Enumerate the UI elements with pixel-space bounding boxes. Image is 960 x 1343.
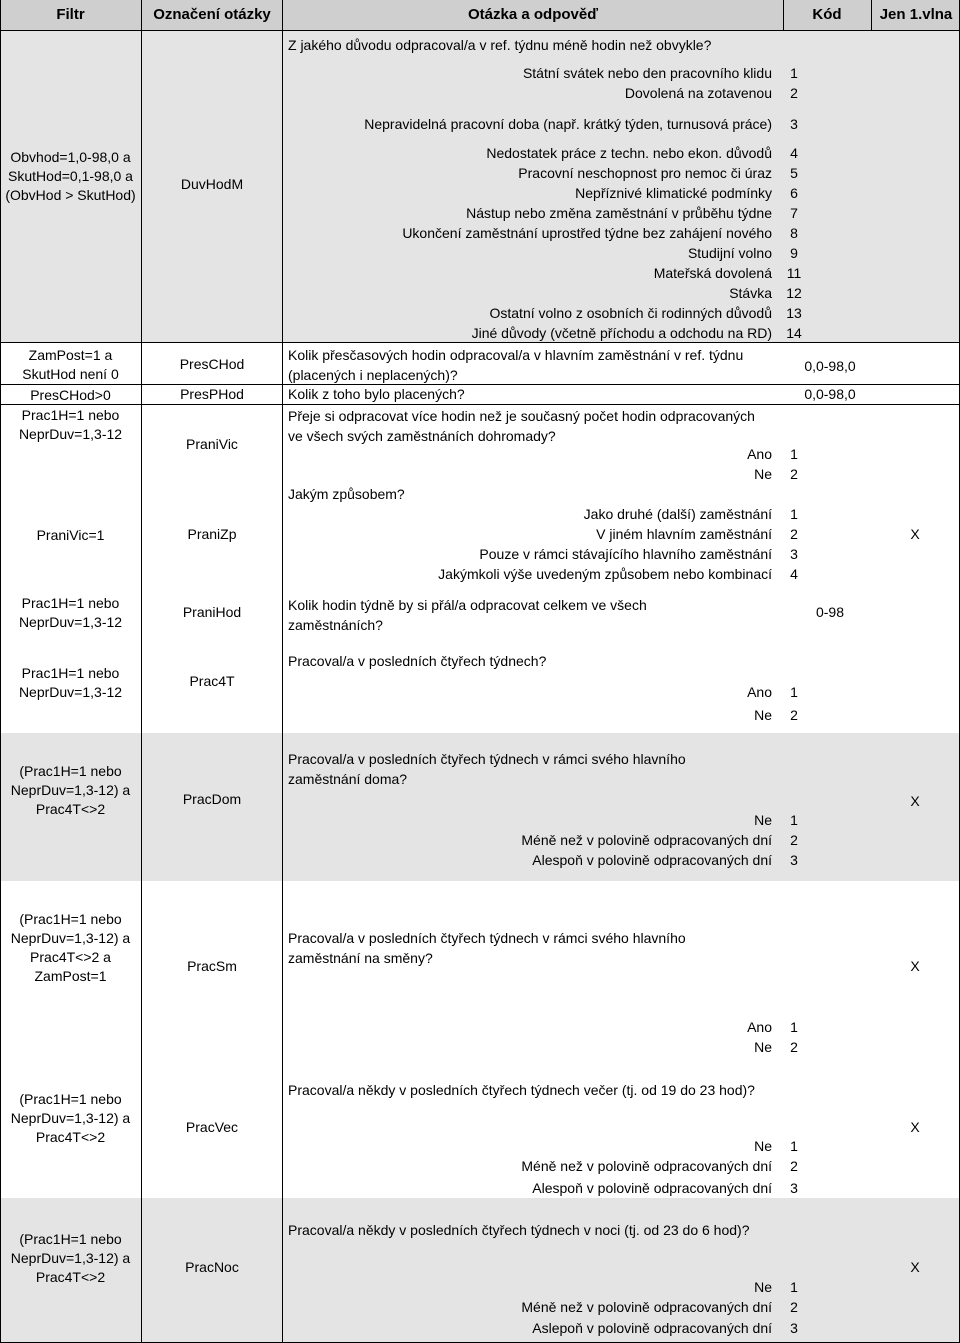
answer-option-label: Mateřská dovolená bbox=[653, 265, 772, 281]
code-pracdom: PracDom bbox=[182, 791, 242, 807]
answer-option-code: 3 bbox=[790, 852, 798, 868]
answer-option-code: 8 bbox=[790, 225, 798, 241]
answer-option-label: Jiné důvody (včetně příchodu a odchodu na RD) bbox=[471, 325, 772, 341]
answer-option-code: 1 bbox=[790, 65, 798, 81]
answer-option-label: Dovolená na zotavenou bbox=[624, 85, 772, 101]
question-pranizp: Jakým způsobem? bbox=[288, 486, 405, 502]
answer-option-label: Ne bbox=[754, 1138, 772, 1154]
jen-pranizp: X bbox=[910, 526, 920, 542]
header-otazka: Otázka a odpověď bbox=[468, 6, 598, 23]
answer-option-label: Stávka bbox=[729, 285, 772, 301]
grid-line bbox=[282, 0, 283, 1343]
answer-option-label: Studijní volno bbox=[687, 245, 772, 261]
jen-pracdom: X bbox=[910, 793, 920, 809]
answer-option-code: 2 bbox=[790, 85, 798, 101]
answer-option-label: Jako druhé (další) zaměstnání bbox=[583, 506, 772, 522]
code-pracnoc: PracNoc bbox=[185, 1259, 239, 1275]
filter-pranizp: PraniVic=1 bbox=[36, 527, 105, 543]
filter-pracdom: (Prac1H=1 nebo NeprDuv=1,3-12) a Prac4T<>2 bbox=[10, 763, 131, 817]
answer-option-label: Ano bbox=[747, 684, 772, 700]
answer-option-code: 1 bbox=[790, 1279, 798, 1295]
table-header bbox=[0, 0, 960, 31]
answer-option-label: Méně než v polovině odpracovaných dní bbox=[521, 1299, 772, 1315]
question-pracnoc: Pracoval/a někdy v posledních čtyřech týdnech v noci (tj. od 23 do 6 hod)? bbox=[288, 1222, 750, 1238]
answer-option-label: Ostatní volno z osobních či rodinných důvodů bbox=[489, 305, 772, 321]
answer-option-label: Méně než v polovině odpracovaných dní bbox=[521, 1158, 772, 1174]
answer-option-code: 1 bbox=[790, 812, 798, 828]
code-pracvec: PracVec bbox=[185, 1119, 239, 1135]
grid-line bbox=[783, 0, 784, 30]
answer-option-code: 13 bbox=[786, 305, 802, 321]
filter-pracsm: (Prac1H=1 nebo NeprDuv=1,3-12) a Prac4T<>2 a ZamPost=1 bbox=[10, 911, 131, 984]
code-pranivic: PraniVic bbox=[186, 436, 238, 452]
answer-option-label: Ano bbox=[747, 446, 772, 462]
jen-pracsm: X bbox=[910, 958, 920, 974]
kod-preschod: 0,0-98,0 bbox=[804, 358, 856, 374]
answer-option-label: Ano bbox=[747, 1019, 772, 1035]
answer-option-label: Nepravidelná pracovní doba (např. krátký týden, turnusová práce) bbox=[364, 116, 772, 132]
answer-option-label: Pracovní neschopnost pro nemoc či úraz bbox=[518, 165, 772, 181]
answer-option-code: 1 bbox=[790, 1019, 798, 1035]
answer-option-code: 3 bbox=[790, 1180, 798, 1196]
filter-presphod: PresCHod>0 bbox=[30, 387, 111, 403]
answer-option-code: 3 bbox=[790, 546, 798, 562]
answer-option-label: Ne bbox=[754, 812, 772, 828]
kod-pranihod: 0-98 bbox=[815, 604, 845, 620]
answer-option-label: Nedostatek práce z techn. nebo ekon. důvodů bbox=[486, 145, 772, 161]
answer-option-code: 1 bbox=[790, 684, 798, 700]
question-pranivic: Přeje si odpracovat více hodin než je současný počet hodin odpracovaných ve všech svých zaměstnáních dohromady? bbox=[288, 408, 755, 444]
answer-option-code: 3 bbox=[790, 1320, 798, 1336]
question-pranihod: Kolik hodin týdně by si přál/a odpracovat celkem ve všech zaměstnáních? bbox=[288, 597, 647, 633]
jen-pracvec: X bbox=[910, 1119, 920, 1135]
header-jen: Jen 1.vlna bbox=[879, 6, 953, 23]
code-pracsm: PracSm bbox=[187, 958, 237, 974]
code-pranihod: PraniHod bbox=[182, 604, 242, 620]
answer-option-code: 4 bbox=[790, 145, 798, 161]
answer-option-label: Ne bbox=[754, 707, 772, 723]
jen-pracnoc: X bbox=[910, 1259, 920, 1275]
answer-option-label: Ne bbox=[754, 1039, 772, 1055]
answer-option-code: 14 bbox=[786, 325, 802, 341]
question-pracsm: Pracoval/a v posledních čtyřech týdnech v rámci svého hlavního zaměstnání na směny? bbox=[288, 930, 686, 966]
question-preschod: Kolik přesčasových hodin odpracoval/a v hlavním zaměstnání v ref. týdnu (placených i neplacených)? bbox=[288, 347, 744, 383]
kod-presphod: 0,0-98,0 bbox=[804, 386, 856, 402]
answer-option-code: 2 bbox=[790, 526, 798, 542]
answer-option-code: 2 bbox=[790, 1299, 798, 1315]
answer-option-code: 12 bbox=[786, 285, 802, 301]
header-oznaceni: Označení otázky bbox=[153, 6, 271, 23]
question-pracdom: Pracoval/a v posledních čtyřech týdnech v rámci svého hlavního zaměstnání doma? bbox=[288, 751, 686, 787]
header-filtr: Filtr bbox=[56, 6, 85, 23]
answer-option-code: 1 bbox=[790, 506, 798, 522]
answer-option-label: Nepříznivé klimatické podmínky bbox=[575, 185, 772, 201]
filter-pracvec: (Prac1H=1 nebo NeprDuv=1,3-12) a Prac4T<>2 bbox=[10, 1091, 131, 1145]
code-prac4t: Prac4T bbox=[189, 673, 235, 689]
answer-option-label: Aslepoň v polovině odpracovaných dní bbox=[532, 1320, 772, 1336]
answer-option-label: Alespoň v polovině odpracovaných dní bbox=[532, 1180, 772, 1196]
question-pracvec: Pracoval/a někdy v posledních čtyřech týdnech večer (tj. od 19 do 23 hod)? bbox=[288, 1082, 755, 1098]
answer-option-code: 9 bbox=[790, 245, 798, 261]
code-duvhod: DuvHodM bbox=[180, 176, 244, 192]
answer-option-label: Jakýmkoli výše uvedeným způsobem nebo kombinací bbox=[438, 566, 772, 582]
answer-option-code: 4 bbox=[790, 566, 798, 582]
header-kod: Kód bbox=[812, 6, 842, 23]
answer-option-label: Státní svátek nebo den pracovního klidu bbox=[522, 65, 772, 81]
filter-pranihod: Prac1H=1 nebo NeprDuv=1,3-12 bbox=[18, 595, 123, 630]
row-divider bbox=[0, 404, 960, 405]
answer-option-label: Ne bbox=[754, 1279, 772, 1295]
answer-option-code: 3 bbox=[790, 116, 798, 132]
question-duvhod: Z jakého důvodu odpracoval/a v ref. týdnu méně hodin než obvykle? bbox=[288, 37, 712, 53]
filter-pracnoc: (Prac1H=1 nebo NeprDuv=1,3-12) a Prac4T<>2 bbox=[10, 1231, 131, 1285]
answer-option-code: 7 bbox=[790, 205, 798, 221]
answer-option-code: 2 bbox=[790, 1039, 798, 1055]
filter-preschod: ZamPost=1 a SkutHod není 0 bbox=[22, 347, 119, 382]
question-prac4t: Pracoval/a v posledních čtyřech týdnech? bbox=[288, 653, 547, 669]
code-pranizp: PraniZp bbox=[187, 526, 237, 542]
answer-option-code: 5 bbox=[790, 165, 798, 181]
grid-line bbox=[871, 0, 872, 30]
answer-option-code: 2 bbox=[790, 707, 798, 723]
answer-option-label: Nástup nebo změna zaměstnání v průběhu týdne bbox=[466, 205, 772, 221]
answer-option-code: 2 bbox=[790, 466, 798, 482]
filter-pranivic: Prac1H=1 nebo NeprDuv=1,3-12 bbox=[18, 407, 123, 442]
answer-option-label: Pouze v rámci stávajícího hlavního zaměstnání bbox=[479, 546, 772, 562]
answer-option-label: Alespoň v polovině odpracovaných dní bbox=[532, 852, 772, 868]
filter-prac4t: Prac1H=1 nebo NeprDuv=1,3-12 bbox=[18, 665, 123, 700]
row-divider bbox=[0, 342, 960, 343]
answer-option-label: Ne bbox=[754, 466, 772, 482]
answer-option-code: 1 bbox=[790, 446, 798, 462]
answer-option-code: 1 bbox=[790, 1138, 798, 1154]
answer-option-code: 11 bbox=[786, 265, 802, 281]
answer-option-code: 2 bbox=[790, 832, 798, 848]
grid-line bbox=[141, 0, 142, 1343]
code-presphod: PresPHod bbox=[180, 386, 244, 402]
answer-option-label: Ukončení zaměstnání uprostřed týdne bez zahájení nového bbox=[402, 225, 772, 241]
answer-option-code: 2 bbox=[790, 1158, 798, 1174]
answer-option-code: 6 bbox=[790, 185, 798, 201]
filter-duvhod: Obvhod=1,0-98,0 a SkutHod=0,1-98,0 a (ObvHod > SkutHod) bbox=[5, 149, 136, 203]
question-presphod: Kolik z toho bylo placených? bbox=[288, 386, 465, 402]
code-preschod: PresCHod bbox=[179, 356, 245, 372]
answer-option-label: Méně než v polovině odpracovaných dní bbox=[521, 832, 772, 848]
answer-option-label: V jiném hlavním zaměstnání bbox=[596, 526, 772, 542]
